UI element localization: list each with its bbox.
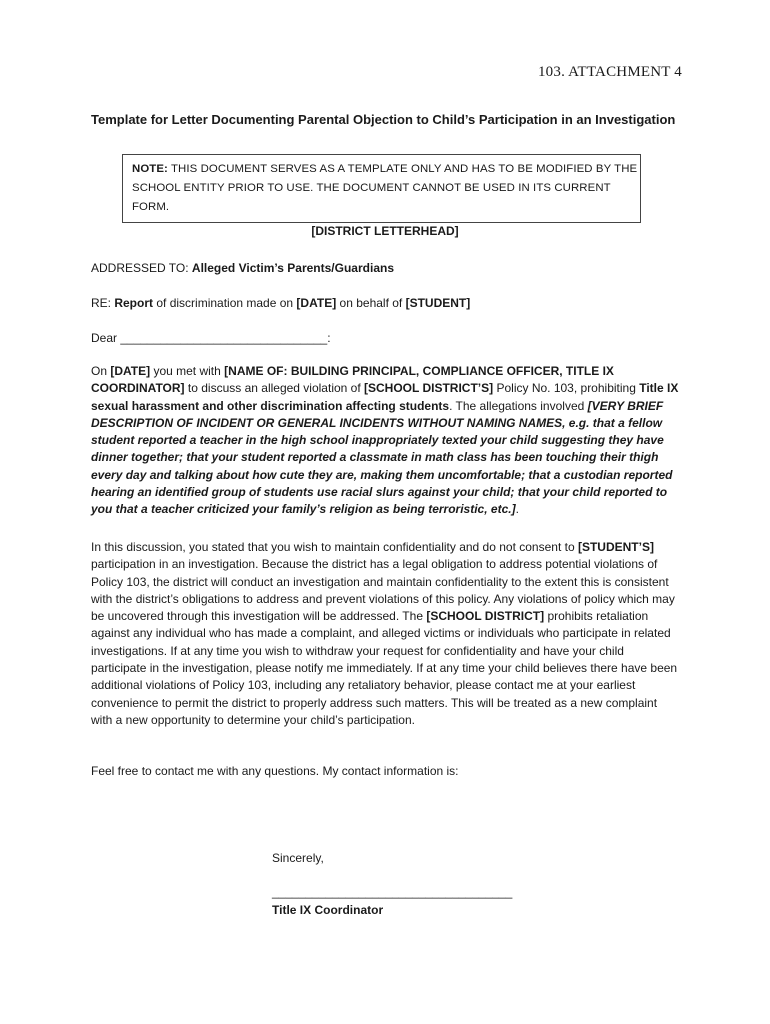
document-title: Template for Letter Documenting Parental Objection to Child’s Participation in an Investigation [91,112,676,127]
p2-student: [STUDENT’S] [577,540,654,554]
note-text: THIS DOCUMENT SERVES AS A TEMPLATE ONLY AND HAS TO BE MODIFIED BY THE SCHOOL ENTITY PRIOR TO USE. THE DOCUMENT CANNOT BE USED IN ITS CURRENT FORM. [132,163,638,213]
p1-text-2: you met with [150,364,225,378]
re-mid2: on behalf of [336,296,406,310]
p1-text-5: . The allegations involved [449,398,588,413]
note-label: NOTE: [132,163,168,175]
re-report: Report [114,296,154,310]
p1-text-3: to discuss an alleged violation of [184,381,365,396]
p2-text-3: prohibits retaliation against any individual who has made a complaint, and alleged victims or individuals who participate in related investigations. If at any time you wish to withdraw your request for confidentiality and have your child participate in the investigation, please notify me immediately. If at any time your child believes there have been additional violations of Policy 103, including any retaliatory behavior, please contact me at your earliest convenience to permit the district to properly address such matters. This will be treated as a new complaint with a new opportunity to determine your child’s participation. [91,609,678,727]
re-student: [STUDENT] [405,296,471,310]
paragraph-confidentiality [91,539,681,729]
addressed-prefix: ADDRESSED TO: [91,261,192,275]
salutation: Dear _______________________________: [91,331,331,345]
p1-policy-subject: Title IX sexual harassment and other discrimination affecting students [91,381,679,413]
district-letterhead: [DISTRICT LETTERHEAD] [311,224,459,238]
p1-district: [SCHOOL DISTRICT’S] [364,381,494,396]
p1-text-1: On [91,364,111,378]
template-note-box [122,154,641,223]
attachment-label: 103. ATTACHMENT 4 [537,64,682,80]
p1-official: [NAME OF: BUILDING PRINCIPAL, COMPLIANCE OFFICER, TITLE IX COORDINATOR] [91,364,614,396]
re-date: [DATE] [296,296,337,310]
p2-school-district: [SCHOOL DISTRICT] [426,609,545,624]
p1-date: [DATE] [110,364,151,378]
p1-incident-description: [VERY BRIEF DESCRIPTION OF INCIDENT OR GENERAL INCIDENTS WITHOUT NAMING NAMES, e.g. that a fellow student reported a teacher in the high school inappropriately texted your child suggesting they have dinner together; that your student reported a classmate in math class has been touching their thigh every day and talking about how cute they are, making them uncomfortable; that a custodian reported hearing an identified group of students use racial slurs against your child; that your child reported to you that a teacher criticized your family’s religion as being terroristic, etc.] [91,398,673,517]
paragraph-meeting [91,363,681,519]
re-mid1: of discrimination made on [153,296,297,310]
p2-text-2: participation in an investigation. Because the district has a legal obligation to address potential violations of Policy 103, the district will conduct an investigation and maintain confidentiality to the extent this is consistent with the district’s obligations to address and prevent violations of this policy. Any violations of policy which may be uncovered through this investigation will be addressed. The [91,557,675,624]
p1-text-4: Policy No. 103, prohibiting [493,381,640,396]
closing-sincerely: Sincerely, [272,851,324,865]
signer-title: Title IX Coordinator [272,903,384,917]
re-prefix: RE: [91,296,115,310]
addressed-to-line [91,261,394,275]
p2-text-1: In this discussion, you stated that you wish to maintain confidentiality and do not consent to [91,540,578,554]
re-line [91,296,470,310]
contact-line: Feel free to contact me with any questions. My contact information is: [91,764,459,778]
addressed-value: Alleged Victim’s Parents/Guardians [191,261,394,275]
p1-text-6: . [515,502,519,517]
signature-line: ____________________________________ [272,885,513,899]
